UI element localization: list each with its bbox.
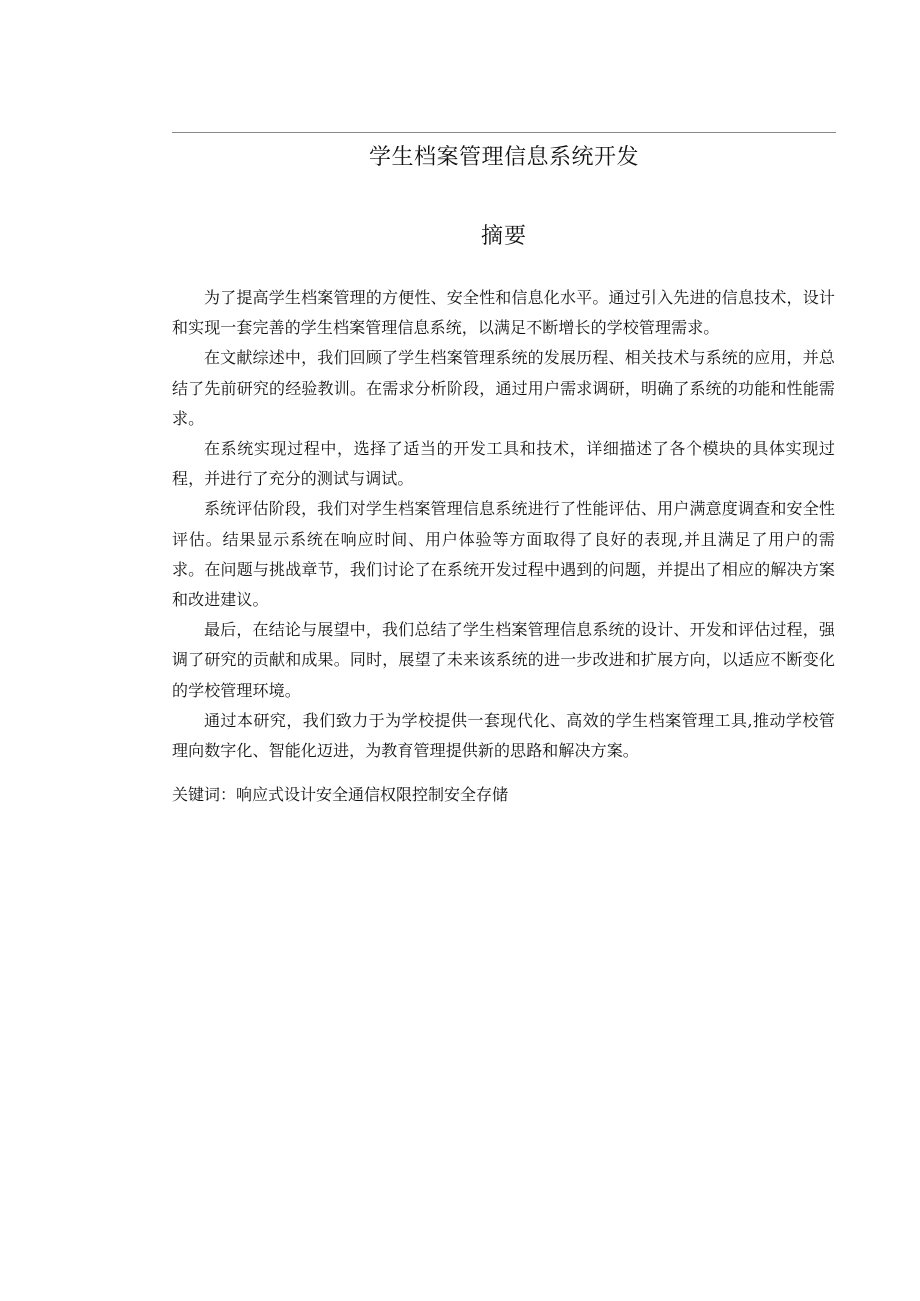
abstract-paragraph: 系统评估阶段，我们对学生档案管理信息系统进行了性能评估、用户满意度调查和安全性评估。结果显示系统在响应时间、用户体验等方面取得了良好的表现,并且满足了用户的需求。在问题与挑战章节，我们讨论了在系统开发过程中遇到的问题，并提出了相应的解决方案和改进建议。 [172, 499, 835, 610]
abstract-paragraph: 在文献综述中，我们回顾了学生档案管理系统的发展历程、相关技术与系统的应用，并总结了先前研究的经验教训。在需求分析阶段，通过用户需求调研，明确了系统的功能和性能需求。 [172, 348, 835, 428]
abstract-paragraph: 在系统实现过程中，选择了适当的开发工具和技术，详细描述了各个模块的具体实现过程，并进行了充分的测试与调试。 [172, 439, 835, 489]
keywords-line: 关键词：响应式设计安全通信权限控制安全存储 [172, 785, 509, 804]
abstract-heading: 摘要 [480, 224, 527, 249]
abstract-paragraph: 为了提高学生档案管理的方便性、安全性和信息化水平。通过引入先进的信息技术，设计和实现一套完善的学生档案管理信息系统，以满足不断增长的学校管理需求。 [172, 288, 835, 338]
document-title: 学生档案管理信息系统开发 [368, 145, 639, 170]
abstract-body [172, 283, 835, 766]
abstract-paragraph: 通过本研究，我们致力于为学校提供一套现代化、高效的学生档案管理工具,推动学校管理向数字化、智能化迈进，为教育管理提供新的思路和解决方案。 [172, 710, 835, 761]
header-rule [172, 132, 836, 133]
abstract-paragraph: 最后，在结论与展望中，我们总结了学生档案管理信息系统的设计、开发和评估过程，强调了研究的贡献和成果。同时，展望了未来该系统的进一步改进和扩展方向，以适应不断变化的学校管理环境。 [172, 620, 835, 700]
